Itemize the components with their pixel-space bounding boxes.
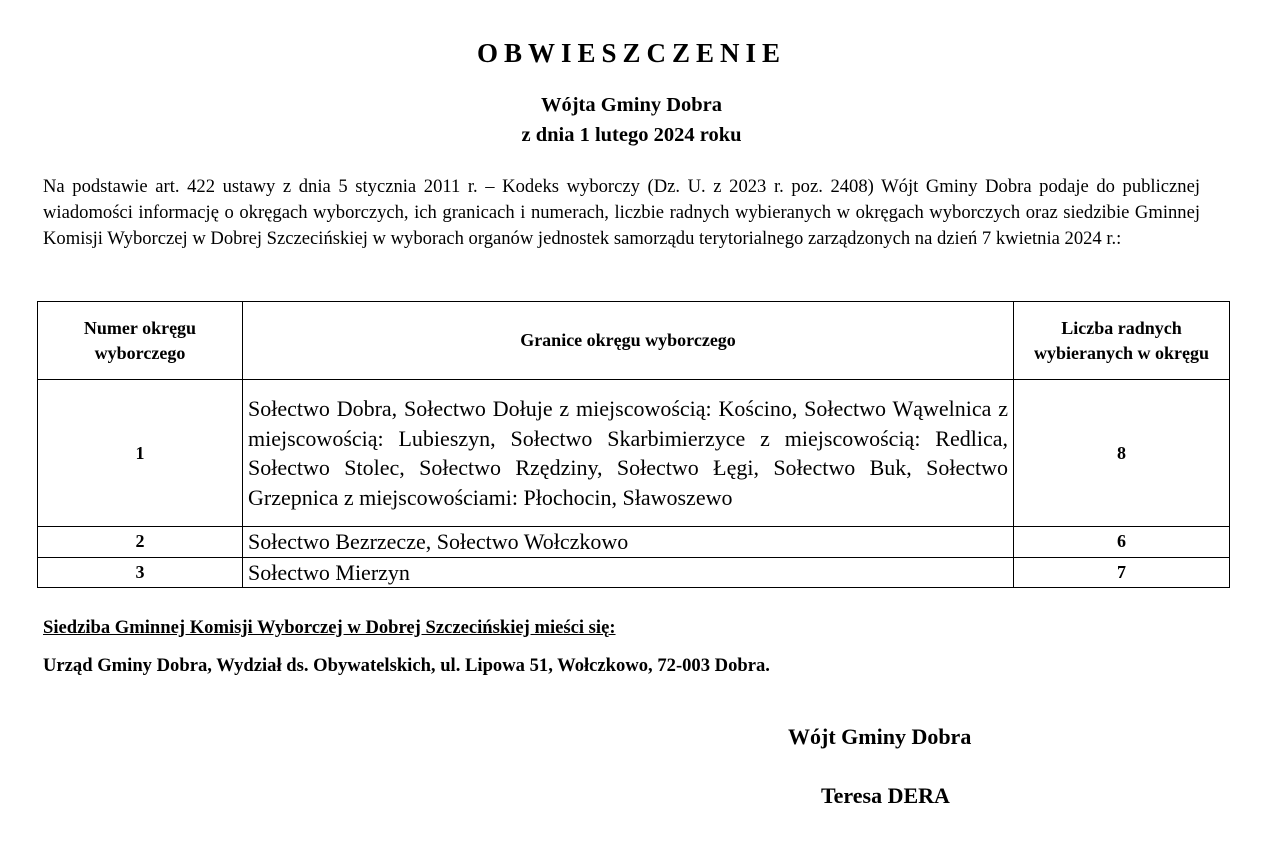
district-seat-count: 8 <box>1014 380 1230 527</box>
district-boundaries: Sołectwo Dobra, Sołectwo Dołuje z miejscowością: Kościno, Sołectwo Wąwelnica z miejscowością: Lubieszyn, Sołectwo Skarbimierzyce z miejscowością: Redlica, Sołectwo Stolec, Sołectwo Rzędziny, Sołectwo Łęgi, Sołectwo Buk, Sołectwo Grzepnica z miejscowościami: Płochocin, Sławoszewo <box>243 380 1014 527</box>
commission-seat-heading: Siedziba Gminnej Komisji Wyborczej w Dobrej Szczecińskiej mieści się: <box>43 617 616 638</box>
date-line: z dnia 1 lutego 2024 roku <box>521 124 742 146</box>
table-row <box>38 380 1230 527</box>
district-boundaries: Sołectwo Mierzyn <box>243 557 1014 588</box>
signature-title: Wójt Gminy Dobra <box>788 724 972 749</box>
commission-seat-address: Urząd Gminy Dobra, Wydział ds. Obywatelskich, ul. Lipowa 51, Wołczkowo, 72-003 Dobra. <box>43 655 770 676</box>
table-row <box>38 557 1230 588</box>
issuer-line: Wójta Gminy Dobra <box>540 94 723 116</box>
header-number: Numer okręgu wyborczego <box>38 302 243 380</box>
district-seat-count: 6 <box>1014 527 1230 558</box>
district-number: 3 <box>38 557 243 588</box>
district-boundaries: Sołectwo Bezrzecze, Sołectwo Wołczkowo <box>243 527 1014 558</box>
header-count: Liczba radnych wybieranych w okręgu <box>1014 302 1230 380</box>
district-number: 2 <box>38 527 243 558</box>
table-row <box>38 527 1230 558</box>
signature-name: Teresa DERA <box>821 783 950 808</box>
intro-paragraph: Na podstawie art. 422 ustawy z dnia 5 stycznia 2011 r. – Kodeks wyborczy (Dz. U. z 2023 r. poz. 2408) Wójt Gminy Dobra podaje do publicznej wiadomości informację o okręgach wyborczych, ich granicach i numerach, liczbie radnych wybieranych w okręgach wyborczych oraz siedzibie Gminnej Komisji Wyborczej w Dobrej Szczecińskiej w wyborach organów jednostek samorządu terytorialnego zarządzonych na dzień 7 kwietnia 2024 r.: <box>43 176 1200 249</box>
table-header-row <box>38 302 1230 380</box>
header-boundaries: Granice okręgu wyborczego <box>243 302 1014 380</box>
districts-table <box>37 301 1230 588</box>
district-seat-count: 7 <box>1014 557 1230 588</box>
district-number: 1 <box>38 380 243 527</box>
document-title: OBWIESZCZENIE <box>476 38 787 68</box>
